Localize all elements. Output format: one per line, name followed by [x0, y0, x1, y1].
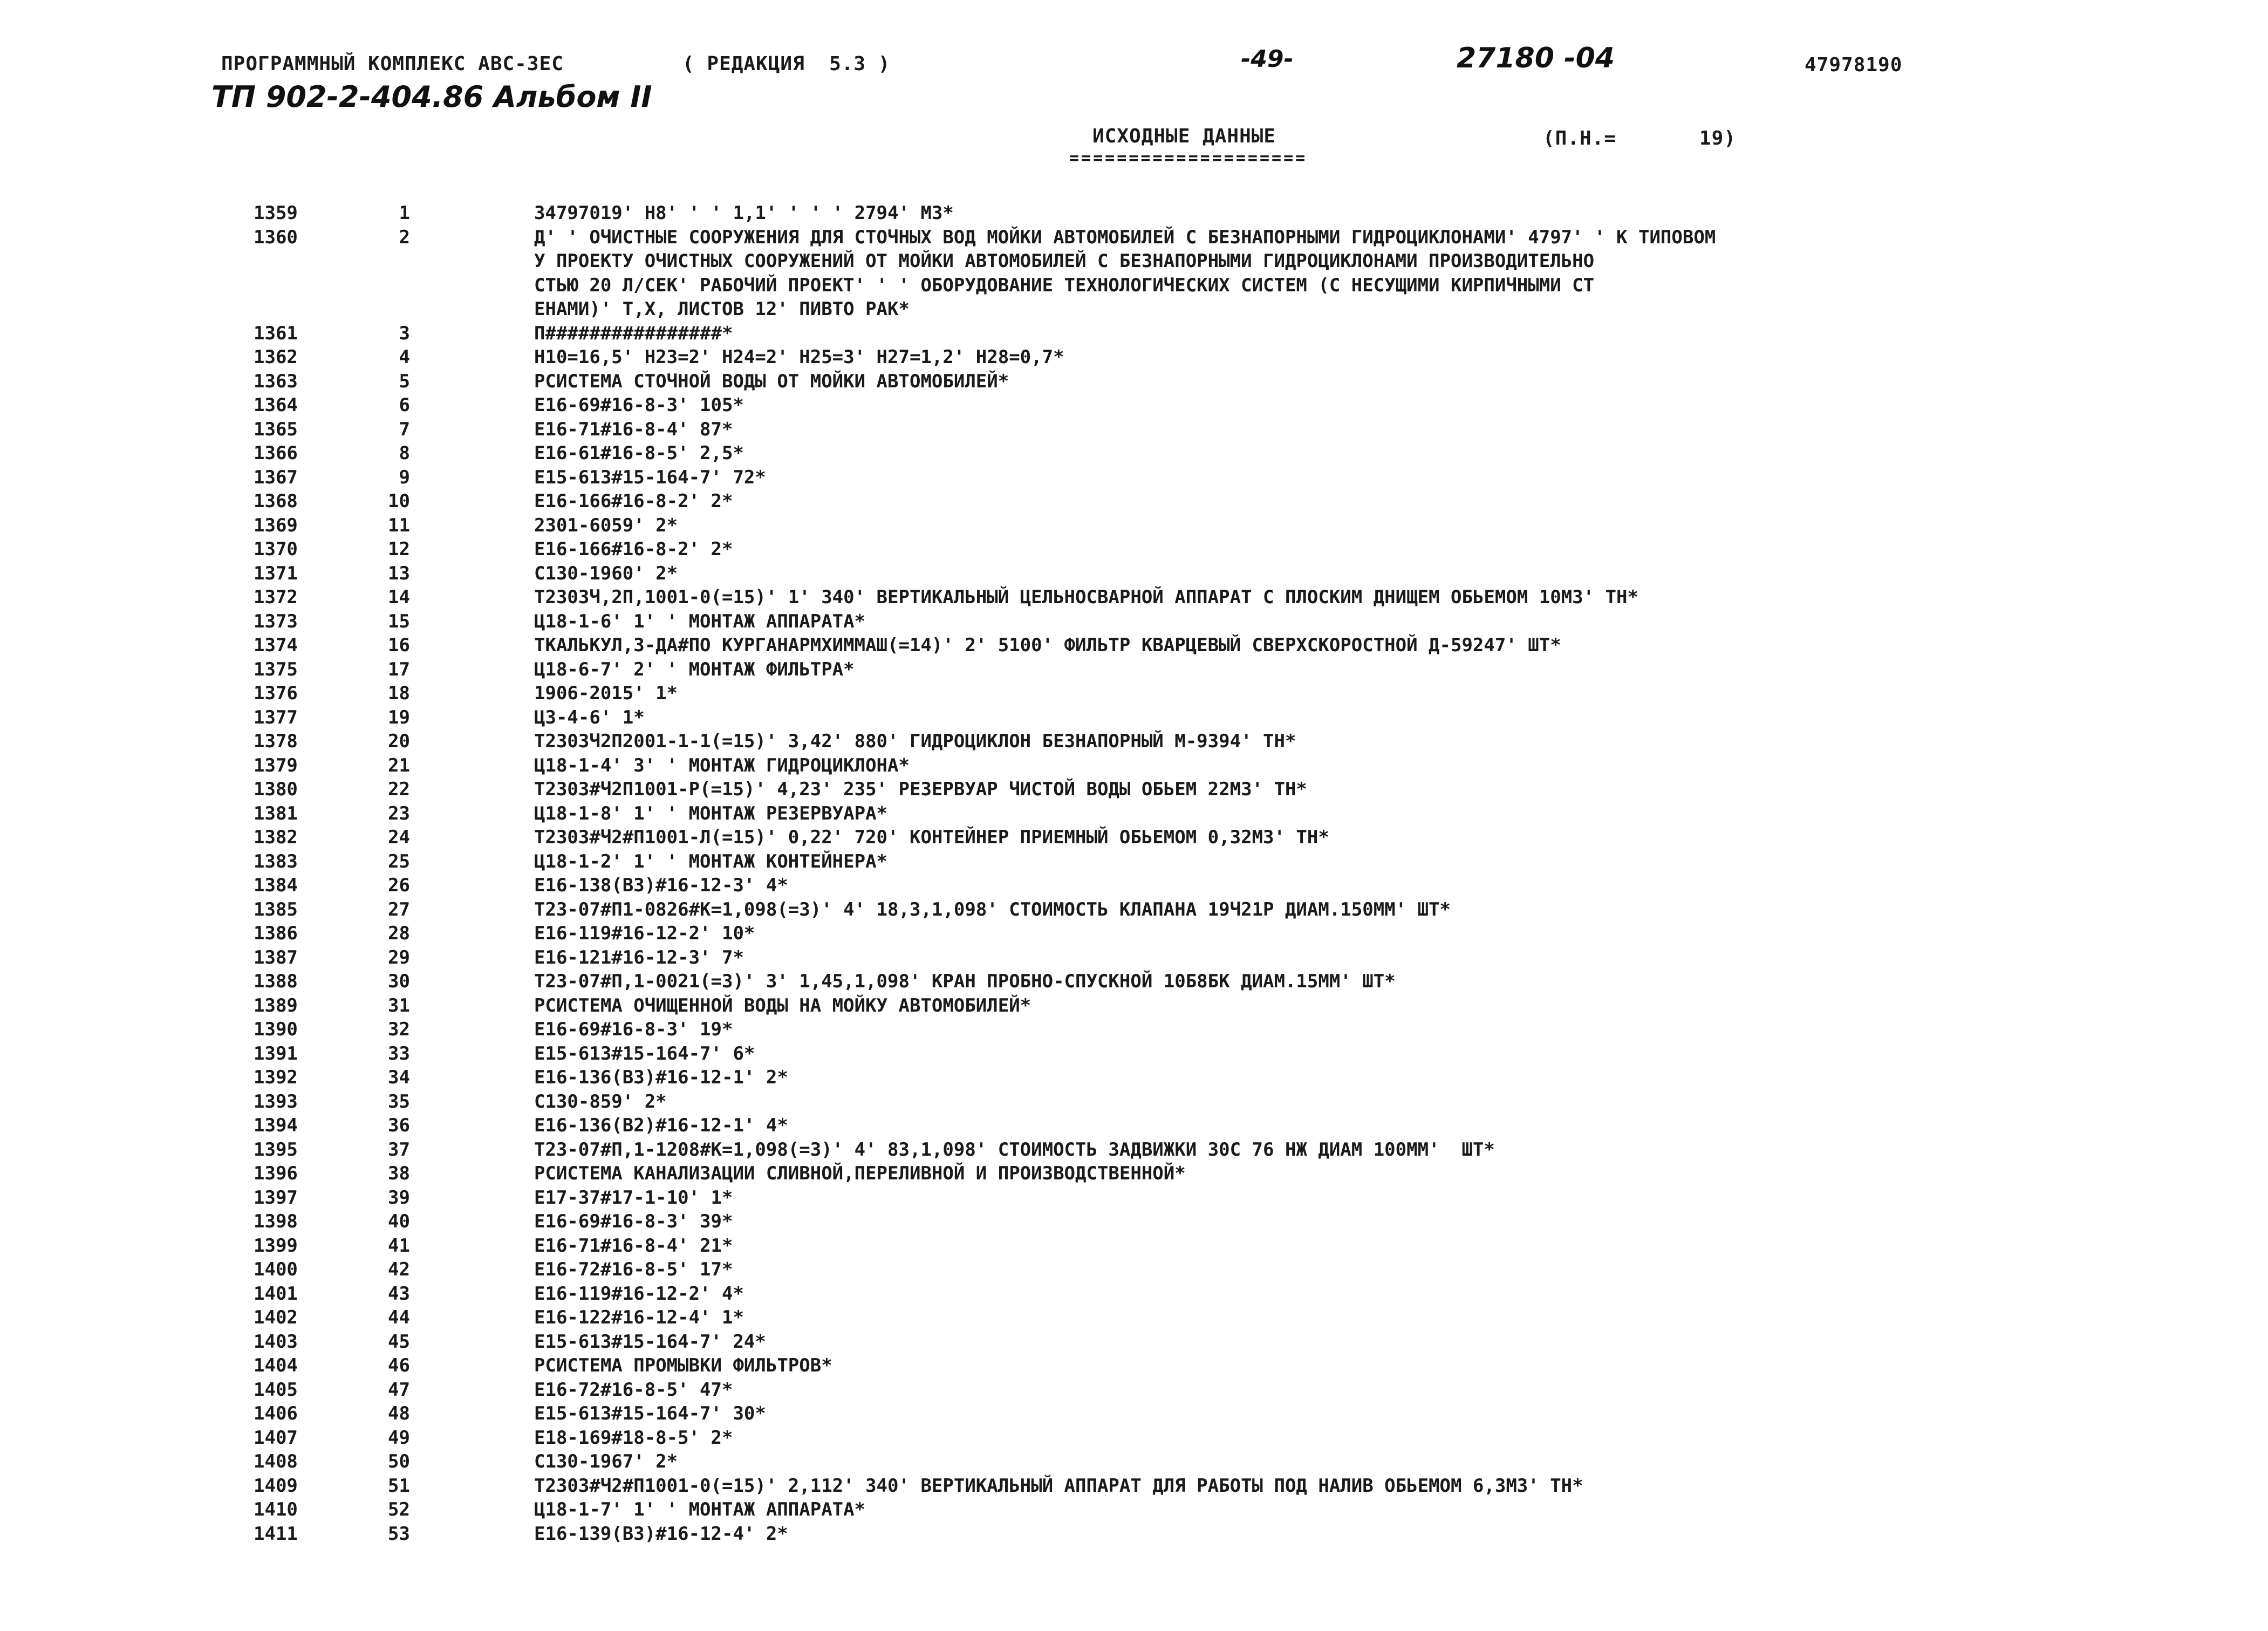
sequence-number: 9 [399, 466, 410, 488]
sequence-number: 52 [388, 1499, 410, 1520]
listing-row [254, 514, 2174, 538]
line-number: 1397 [254, 1186, 298, 1209]
record-text: С130-1960' 2* [534, 562, 678, 584]
line-number: 1380 [254, 779, 298, 800]
sequence-number: 10 [388, 490, 410, 512]
sequence-number: 30 [388, 971, 410, 992]
record-text: 34797019' Н8' ' ' 1,1' ' ' ' 2794' М3* [534, 202, 954, 224]
sequence-number: 23 [388, 802, 410, 824]
sequence-number: 32 [388, 1019, 410, 1040]
listing-row [254, 322, 2174, 346]
listing-row [254, 1138, 2174, 1162]
record-text: Е16-166#16-8-2' 2* [534, 538, 733, 560]
line-number: 1395 [254, 1138, 298, 1161]
page-number: -49- [1241, 45, 1294, 73]
record-text: Е16-138(В3)#16-12-3' 4* [534, 875, 788, 896]
record-text: Е16-71#16-8-4' 21* [534, 1234, 733, 1257]
pn-value: 19) [1699, 127, 1737, 149]
line-number: 1407 [254, 1427, 298, 1449]
listing-row [254, 418, 2174, 442]
line-number: 1375 [254, 658, 298, 680]
sequence-number: 41 [388, 1234, 410, 1257]
line-number: 1408 [254, 1451, 298, 1472]
listing-row [254, 1474, 2174, 1498]
sequence-number: 38 [388, 1163, 410, 1184]
record-text: Ц18-1-7' 1' ' МОНТАЖ АППАРАТА* [534, 1499, 866, 1520]
record-text: Ц18-1-8' 1' ' МОНТАЖ РЕЗЕРВУАРА* [534, 802, 888, 824]
record-text: РСИСТЕМА КАНАЛИЗАЦИИ СЛИВНОЙ,ПЕРЕЛИВНОЙ И ПРОИЗВОДСТВЕННОЙ* [534, 1163, 1186, 1184]
record-text: Т23-07#П,1-0021(=3)' 3' 1,45,1,098' КРАН ПРОБНО-СПУСКНОЙ 10Б8БК ДИАМ.15ММ' ШТ* [534, 971, 1396, 992]
sequence-number: 43 [388, 1282, 410, 1305]
line-number: 1385 [254, 898, 298, 920]
listing-row [254, 610, 2174, 634]
record-text: Е16-121#16-12-3' 7* [534, 946, 744, 968]
listing-row [254, 706, 2174, 730]
listing-row [254, 345, 2174, 370]
listing-row [254, 393, 2174, 418]
listing-row [254, 922, 2174, 946]
line-number: 1394 [254, 1115, 298, 1136]
line-number: 1391 [254, 1042, 298, 1064]
sequence-number: 12 [388, 538, 410, 560]
listing-row [254, 777, 2174, 802]
sequence-number: 2 [399, 226, 410, 248]
line-number: 1378 [254, 731, 298, 752]
line-number: 1372 [254, 586, 298, 608]
line-number: 1399 [254, 1234, 298, 1257]
record-text: Ц18-1-6' 1' ' МОНТАЖ АППАРАТА* [534, 610, 866, 632]
edition-label: ( РЕДАКЦИЯ 5.3 ) [682, 53, 891, 75]
line-number: 1398 [254, 1211, 298, 1232]
listing-row [254, 1378, 2174, 1402]
record-text: Т2303#Ч2#П1001-Л(=15)' 0,22' 720' КОНТЕЙНЕР ПРИЕМНЫЙ ОБЬЕМОМ 0,32М3' ТН* [534, 827, 1329, 848]
line-number: 1389 [254, 994, 298, 1016]
line-number: 1396 [254, 1163, 298, 1184]
listing-row [254, 1522, 2174, 1546]
line-number: 1401 [254, 1282, 298, 1305]
record-text: РСИСТЕМА СТОЧНОЙ ВОДЫ ОТ МОЙКИ АВТОМОБИЛЕЙ* [534, 370, 1009, 392]
record-text: Е16-166#16-8-2' 2* [534, 490, 733, 512]
sequence-number: 16 [388, 634, 410, 656]
record-text: С130-1967' 2* [534, 1451, 678, 1472]
line-number: 1364 [254, 394, 298, 416]
record-text: Т2303#Ч2#П1001-0(=15)' 2,112' 340' ВЕРТИКАЛЬНЫЙ АППАРАТ ДЛЯ РАБОТЫ ПОД НАЛИВ ОБЬЕМОМ 6,3М3' ТН* [534, 1475, 1583, 1497]
line-number: 1371 [254, 562, 298, 584]
section-title-underline: ==================== [1069, 149, 1308, 168]
listing-row [254, 729, 2174, 754]
sequence-number: 4 [399, 346, 410, 368]
sequence-number: 44 [388, 1307, 410, 1328]
source-data-listing [254, 201, 2174, 1546]
sequence-number: 45 [388, 1330, 410, 1353]
record-text: Т2303Ч,2П,1001-0(=15)' 1' 340' ВЕРТИКАЛЬНЫЙ ЦЕЛЬНОСВАРНОЙ АППАРАТ С ПЛОСКИМ ДНИЩЕМ ОБЬЕМОМ 10М3' ТН* [534, 586, 1638, 608]
sequence-number: 37 [388, 1138, 410, 1161]
listing-row [254, 466, 2174, 490]
line-number: 1361 [254, 322, 298, 344]
record-text: РСИСТЕМА ПРОМЫВКИ ФИЛЬТРОВ* [534, 1355, 832, 1376]
line-number: 1369 [254, 514, 298, 536]
sequence-number: 15 [388, 610, 410, 632]
record-text: Е16-69#16-8-3' 19* [534, 1019, 733, 1040]
line-number: 1359 [254, 202, 298, 224]
listing-row [254, 1450, 2174, 1474]
record-text: Т2303#Ч2П1001-Р(=15)' 4,23' 235' РЕЗЕРВУАР ЧИСТОЙ ВОДЫ ОБЬЕМ 22М3' ТН* [534, 779, 1307, 800]
record-text: Ц18-6-7' 2' ' МОНТАЖ ФИЛЬТРА* [534, 658, 855, 680]
record-text: Е16-72#16-8-5' 17* [534, 1259, 733, 1280]
record-text: П################* [534, 322, 733, 344]
line-number: 1377 [254, 706, 298, 728]
sequence-number: 3 [399, 322, 410, 344]
pn-label: (П.Н.= [1543, 127, 1617, 149]
sequence-number: 33 [388, 1042, 410, 1064]
record-text: РСИСТЕМА ОЧИЩЕННОЙ ВОДЫ НА МОЙКУ АВТОМОБИЛЕЙ* [534, 994, 1031, 1016]
sequence-number: 47 [388, 1378, 410, 1401]
listing-row [254, 873, 2174, 898]
line-number: 1390 [254, 1019, 298, 1040]
line-number: 1360 [254, 226, 298, 248]
record-text: Н10=16,5' Н23=2' Н24=2' Н25=3' Н27=1,2' Н28=0,7* [534, 346, 1064, 368]
record-text: Е15-613#15-164-7' 72* [534, 466, 766, 488]
line-number: 1388 [254, 971, 298, 992]
record-text: Е16-61#16-8-5' 2,5* [534, 442, 744, 464]
handwritten-album-reference: ТП 902-2-404.86 Альбом II [211, 80, 652, 114]
record-text: 1906-2015' 1* [534, 683, 678, 704]
listing-row [254, 226, 2174, 322]
listing-row [254, 1258, 2174, 1282]
record-text: Т23-07#П,1-1208#К=1,098(=3)' 4' 83,1,098' СТОИМОСТЬ ЗАДВИЖКИ 30С 76 НЖ ДИАМ 100ММ' ШТ* [534, 1138, 1495, 1161]
sequence-number: 18 [388, 683, 410, 704]
listing-row [254, 370, 2174, 394]
line-number: 1393 [254, 1090, 298, 1113]
record-text: Е16-136(В3)#16-12-1' 2* [534, 1067, 788, 1088]
listing-row [254, 681, 2174, 706]
record-text: Ц3-4-6' 1* [534, 706, 645, 728]
record-text: Т2303Ч2П2001-1-1(=15)' 3,42' 880' ГИДРОЦИКЛОН БЕЗНАПОРНЫЙ М-9394' ТН* [534, 731, 1296, 752]
sequence-number: 21 [388, 754, 410, 776]
line-number: 1363 [254, 370, 298, 392]
listing-row [254, 1330, 2174, 1354]
sequence-number: 20 [388, 731, 410, 752]
listing-row [254, 1402, 2174, 1426]
line-number: 1409 [254, 1475, 298, 1497]
sequence-number: 50 [388, 1451, 410, 1472]
listing-row [254, 537, 2174, 562]
sequence-number: 24 [388, 827, 410, 848]
record-text: Е16-122#16-12-4' 1* [534, 1307, 744, 1328]
line-number: 1367 [254, 466, 298, 488]
sequence-number: 13 [388, 562, 410, 584]
listing-row [254, 1186, 2174, 1210]
sequence-number: 26 [388, 875, 410, 896]
record-text: 2301-6059' 2* [534, 514, 678, 536]
record-text: Е16-72#16-8-5' 47* [534, 1378, 733, 1401]
sequence-number: 22 [388, 779, 410, 800]
handwritten-code: 27180 -04 [1457, 42, 1615, 74]
record-text: Е15-613#15-164-7' 6* [534, 1042, 755, 1064]
sequence-number: 17 [388, 658, 410, 680]
listing-row [254, 1114, 2174, 1138]
sequence-number: 8 [399, 442, 410, 464]
record-text: Е15-613#15-164-7' 24* [534, 1330, 766, 1353]
listing-row [254, 802, 2174, 826]
listing-row [254, 1066, 2174, 1090]
listing-row [254, 1210, 2174, 1234]
sequence-number: 27 [388, 898, 410, 920]
program-name: ПРОГРАММНЫЙ КОМПЛЕКС АВС-ЗЕС [221, 53, 564, 75]
listing-row [254, 585, 2174, 610]
record-text: Т23-07#П1-0826#К=1,098(=3)' 4' 18,3,1,098' СТОИМОСТЬ КЛАПАНА 19Ч21Р ДИАМ.150ММ' ШТ* [534, 898, 1451, 920]
listing-row [254, 825, 2174, 850]
line-number: 1376 [254, 683, 298, 704]
record-text: Е17-37#17-1-10' 1* [534, 1186, 733, 1209]
line-number: 1404 [254, 1355, 298, 1376]
sequence-number: 39 [388, 1186, 410, 1209]
sequence-number: 28 [388, 923, 410, 944]
sequence-number: 29 [388, 946, 410, 968]
section-title: ИСХОДНЫЕ ДАННЫЕ [1092, 125, 1276, 147]
listing-row [254, 201, 2174, 226]
record-text: Д' ' ОЧИСТНЫЕ СООРУЖЕНИЯ ДЛЯ СТОЧНЫХ ВОД МОЙКИ АВТОМОБИЛЕЙ С БЕЗНАПОРНЫМИ ГИДРОЦИКЛОНАМИ' 4797' ' К ТИПОВОМ У ПРОЕКТУ ОЧИСТНЫХ СООРУЖЕНИЙ ОТ МОЙКИ АВТОМОБИЛЕЙ С БЕЗНАПОРНЫМИ ГИДРОЦИКЛОНАМИ ПРОИЗВОДИТЕЛЬНО СТЬЮ 20 Л/СЕК' РАБОЧИЙ ПРОЕКТ' ' ' ОБОРУДОВАНИЕ ТЕХНОЛОГИЧЕСКИХ СИСТЕМ (С НЕСУЩИМИ КИРПИЧНЫМИ СТ ЕНАМИ)' Т,Х, ЛИСТОВ 12' ПИВТО РАК* [534, 226, 1716, 320]
record-text: Ц18-1-4' 3' ' МОНТАЖ ГИДРОЦИКЛОНА* [534, 754, 910, 776]
listing-row [254, 1042, 2174, 1066]
listing-row [254, 1234, 2174, 1258]
record-text: Ц18-1-2' 1' ' МОНТАЖ КОНТЕЙНЕРА* [534, 850, 888, 872]
listing-row [254, 1426, 2174, 1450]
sequence-number: 46 [388, 1355, 410, 1376]
listing-row [254, 970, 2174, 994]
record-text: Е16-71#16-8-4' 87* [534, 418, 733, 440]
line-number: 1386 [254, 923, 298, 944]
listing-row [254, 994, 2174, 1018]
record-text: Е16-119#16-12-2' 10* [534, 923, 755, 944]
sequence-number: 40 [388, 1211, 410, 1232]
listing-row [254, 1162, 2174, 1186]
sequence-number: 35 [388, 1090, 410, 1113]
listing-row [254, 1306, 2174, 1330]
record-text: Е16-69#16-8-3' 39* [534, 1211, 733, 1232]
sequence-number: 19 [388, 706, 410, 728]
listing-row [254, 562, 2174, 586]
line-number: 1403 [254, 1330, 298, 1353]
sequence-number: 6 [399, 394, 410, 416]
line-number: 1382 [254, 827, 298, 848]
line-number: 1373 [254, 610, 298, 632]
line-number: 1405 [254, 1378, 298, 1401]
sequence-number: 7 [399, 418, 410, 440]
line-number: 1374 [254, 634, 298, 656]
line-number: 1379 [254, 754, 298, 776]
document-number: 47978190 [1805, 54, 1903, 76]
sequence-number: 34 [388, 1067, 410, 1088]
sequence-number: 5 [399, 370, 410, 392]
line-number: 1362 [254, 346, 298, 368]
sequence-number: 1 [399, 202, 410, 224]
listing-row [254, 441, 2174, 466]
sequence-number: 36 [388, 1115, 410, 1136]
record-text: Е15-613#15-164-7' 30* [534, 1403, 766, 1424]
line-number: 1387 [254, 946, 298, 968]
sequence-number: 49 [388, 1427, 410, 1449]
listing-row [254, 1018, 2174, 1042]
line-number: 1406 [254, 1403, 298, 1424]
line-number: 1383 [254, 850, 298, 872]
listing-row [254, 1282, 2174, 1306]
record-text: Е16-119#16-12-2' 4* [534, 1282, 744, 1305]
record-text: Е16-69#16-8-3' 105* [534, 394, 744, 416]
line-number: 1384 [254, 875, 298, 896]
listing-row [254, 1354, 2174, 1378]
listing-row [254, 633, 2174, 658]
listing-row [254, 1498, 2174, 1522]
listing-row [254, 489, 2174, 514]
line-number: 1381 [254, 802, 298, 824]
sequence-number: 42 [388, 1259, 410, 1280]
sequence-number: 51 [388, 1475, 410, 1497]
sequence-number: 31 [388, 994, 410, 1016]
line-number: 1366 [254, 442, 298, 464]
listing-row [254, 754, 2174, 778]
sequence-number: 14 [388, 586, 410, 608]
listing-row [254, 946, 2174, 970]
sequence-number: 53 [388, 1523, 410, 1545]
line-number: 1392 [254, 1067, 298, 1088]
listing-row [254, 850, 2174, 874]
listing-row [254, 1090, 2174, 1114]
line-number: 1402 [254, 1307, 298, 1328]
listing-row [254, 898, 2174, 922]
sequence-number: 11 [388, 514, 410, 536]
record-text: Е16-139(В3)#16-12-4' 2* [534, 1523, 788, 1545]
line-number: 1370 [254, 538, 298, 560]
record-text: Е16-136(В2)#16-12-1' 4* [534, 1115, 788, 1136]
sequence-number: 25 [388, 850, 410, 872]
line-number: 1368 [254, 490, 298, 512]
sequence-number: 48 [388, 1403, 410, 1424]
record-text: Е18-169#18-8-5' 2* [534, 1427, 733, 1449]
listing-row [254, 658, 2174, 682]
line-number: 1410 [254, 1499, 298, 1520]
record-text: С130-859' 2* [534, 1090, 667, 1113]
line-number: 1400 [254, 1259, 298, 1280]
line-number: 1411 [254, 1523, 298, 1545]
record-text: ТКАЛЬКУЛ,3-ДА#ПО КУРГАНАРМХИММАШ(=14)' 2' 5100' ФИЛЬТР КВАРЦЕВЫЙ СВЕРХСКОРОСТНОЙ Д-59247' ШТ* [534, 634, 1561, 656]
line-number: 1365 [254, 418, 298, 440]
